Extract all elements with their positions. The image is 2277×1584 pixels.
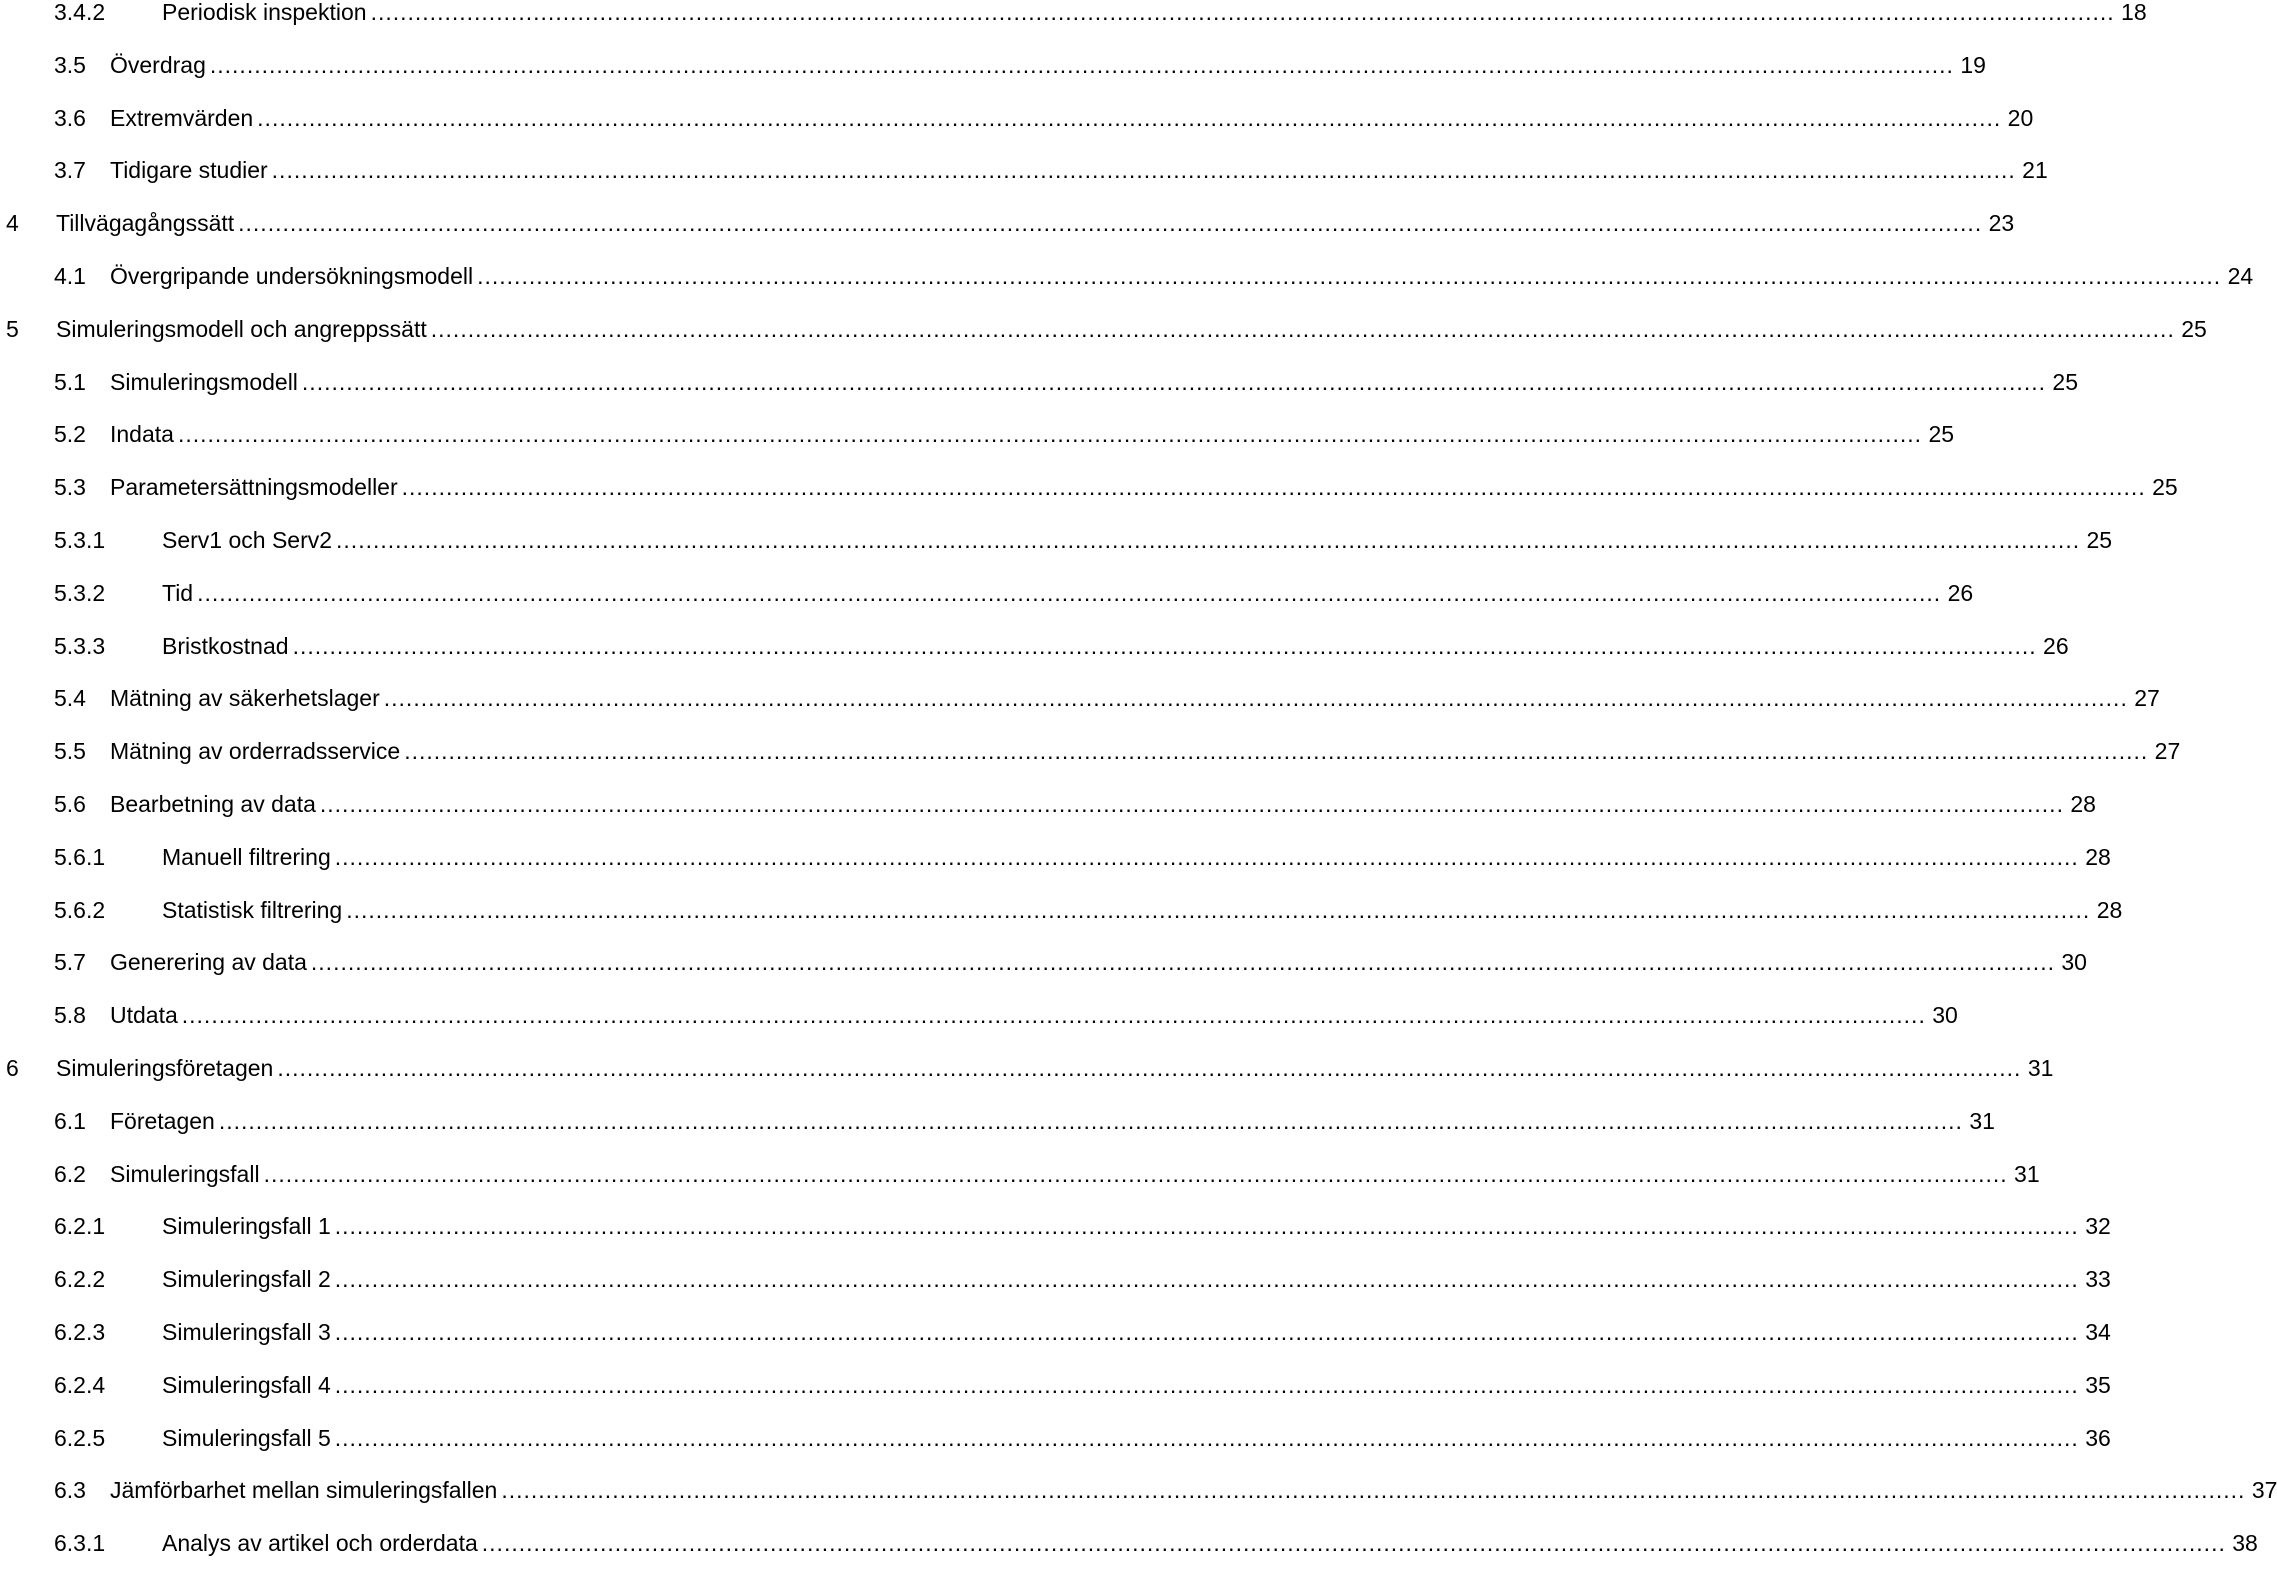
toc-entry-number: 5 bbox=[6, 315, 19, 342]
toc-dot-leader: ............................................................................................................................................................................................................................................ bbox=[218, 1107, 1963, 1134]
toc-dot-leader: ............................................................................................................................................................................................................................................ bbox=[334, 843, 2079, 870]
toc-dot-leader: ............................................................................................................................................................................................................................................ bbox=[209, 51, 1954, 78]
toc-entry[interactable] bbox=[0, 786, 2096, 822]
toc-entry-title: Serv1 och Serv2 bbox=[162, 527, 333, 553]
toc-entry-page-number: 23 bbox=[1988, 210, 2015, 237]
toc-entry-page-number: 28 bbox=[2085, 843, 2111, 870]
toc-entry-title: Företagen bbox=[110, 1107, 215, 1134]
toc-entry-page-number: 32 bbox=[2085, 1213, 2111, 1240]
toc-entry[interactable] bbox=[0, 1367, 2111, 1403]
toc-entry-number: 5.3.1 bbox=[54, 527, 106, 553]
toc-entry-page-number: 28 bbox=[2070, 791, 2096, 817]
toc-entry-title: Mätning av orderradsservice bbox=[110, 738, 401, 765]
toc-entry[interactable] bbox=[0, 416, 1955, 452]
toc-entry-title: Tid bbox=[162, 579, 194, 606]
toc-entry[interactable] bbox=[0, 522, 2113, 558]
toc-entry[interactable] bbox=[0, 1156, 2040, 1192]
toc-entry-title: Mätning av säkerhetslager bbox=[110, 685, 380, 712]
toc-entry[interactable] bbox=[0, 997, 1958, 1033]
toc-entry-title: Bristkostnad bbox=[162, 632, 289, 659]
toc-dot-leader: ............................................................................................................................................................................................................................................ bbox=[257, 104, 2002, 131]
toc-entry-number: 3.6 bbox=[54, 104, 86, 131]
toc-entry[interactable] bbox=[0, 1472, 2277, 1508]
toc-entry-page-number: 25 bbox=[2152, 474, 2178, 501]
toc-entry[interactable] bbox=[0, 680, 2160, 716]
toc-dot-leader: ............................................................................................................................................................................................................................................ bbox=[334, 1424, 2079, 1451]
toc-dot-leader: ............................................................................................................................................................................................................................................ bbox=[197, 579, 1942, 606]
toc-entry-number: 6.2.5 bbox=[54, 1424, 106, 1451]
toc-entry[interactable] bbox=[0, 892, 2123, 928]
toc-entry-number: 6.2.1 bbox=[54, 1213, 106, 1240]
toc-entry-page-number: 30 bbox=[1932, 1002, 1958, 1029]
toc-entry-page-number: 21 bbox=[2022, 157, 2048, 184]
toc-entry-number: 6 bbox=[6, 1055, 19, 1081]
toc-entry-number: 4 bbox=[6, 210, 19, 237]
toc-dot-leader: ............................................................................................................................................................................................................................................ bbox=[477, 263, 2222, 289]
toc-entry[interactable] bbox=[0, 733, 2181, 769]
toc-dot-leader: ............................................................................................................................................................................................................................................ bbox=[401, 474, 2146, 501]
toc-entry-page-number: 26 bbox=[2043, 632, 2069, 659]
toc-entry-page-number: 26 bbox=[1947, 579, 1974, 606]
toc-entry-number: 6.2.2 bbox=[54, 1266, 106, 1293]
toc-entry[interactable] bbox=[0, 0, 2147, 30]
toc-dot-leader: ............................................................................................................................................................................................................................................ bbox=[177, 421, 1923, 448]
toc-dot-leader: ............................................................................................................................................................................................................................................ bbox=[346, 896, 2091, 923]
toc-entry-page-number: 31 bbox=[2027, 1055, 2054, 1081]
toc-entry[interactable] bbox=[0, 152, 2048, 188]
toc-dot-leader: ............................................................................................................................................................................................................................................ bbox=[181, 1002, 1926, 1029]
toc-entry-title: Parametersättningsmodeller bbox=[110, 474, 398, 501]
toc-entry-page-number: 18 bbox=[2121, 0, 2147, 25]
toc-entry[interactable] bbox=[0, 1314, 2111, 1350]
toc-entry-title: Simuleringsmodell bbox=[110, 368, 298, 395]
toc-entry-number: 5.8 bbox=[54, 1002, 86, 1029]
toc-dot-leader: ............................................................................................................................................................................................................................................ bbox=[263, 1160, 2008, 1187]
toc-dot-leader: ............................................................................................................................................................................................................................................ bbox=[238, 210, 1983, 237]
toc-entry-number: 5.1 bbox=[54, 368, 86, 395]
toc-entry-number: 5.4 bbox=[54, 685, 86, 712]
toc-dot-leader: ............................................................................................................................................................................................................................................ bbox=[277, 1055, 2022, 1081]
toc-dot-leader: ............................................................................................................................................................................................................................................ bbox=[383, 685, 2128, 712]
toc-entry-title: Jämförbarhet mellan simuleringsfallen bbox=[110, 1477, 498, 1504]
toc-entry-number: 5.5 bbox=[54, 738, 86, 765]
toc-dot-leader: ............................................................................................................................................................................................................................................ bbox=[271, 157, 2016, 184]
toc-entry[interactable] bbox=[0, 1525, 2258, 1561]
toc-entry-page-number: 33 bbox=[2085, 1266, 2111, 1293]
toc-entry[interactable] bbox=[0, 364, 2078, 400]
toc-entry-title: Periodisk inspektion bbox=[162, 0, 367, 25]
toc-entry[interactable] bbox=[0, 1050, 2054, 1086]
toc-dot-leader: ............................................................................................................................................................................................................................................ bbox=[334, 1319, 2079, 1345]
toc-entry[interactable] bbox=[0, 1208, 2111, 1244]
toc-entry-number: 3.7 bbox=[54, 157, 86, 184]
toc-entry-number: 6.1 bbox=[54, 1107, 86, 1134]
toc-entry-title: Överdrag bbox=[110, 51, 206, 78]
toc-dot-leader: ............................................................................................................................................................................................................................................ bbox=[481, 1530, 2226, 1557]
toc-entry-title: Simuleringsfall 2 bbox=[162, 1266, 331, 1293]
toc-dot-leader: ............................................................................................................................................................................................................................................ bbox=[430, 315, 2175, 342]
toc-entry-number: 3.4.2 bbox=[54, 0, 106, 25]
toc-entry[interactable] bbox=[0, 469, 2178, 505]
toc-entry-number: 5.7 bbox=[54, 949, 86, 976]
toc-entry-number: 5.6 bbox=[54, 791, 86, 817]
toc-entry-title: Extremvärden bbox=[110, 104, 254, 131]
toc-entry[interactable] bbox=[0, 47, 1986, 83]
toc-entry-number: 5.3.3 bbox=[54, 632, 106, 659]
toc-entry-page-number: 24 bbox=[2227, 263, 2254, 289]
toc-entry-title: Statistisk filtrering bbox=[162, 896, 343, 923]
toc-entry-page-number: 20 bbox=[2007, 104, 2034, 131]
toc-entry[interactable] bbox=[0, 628, 2069, 664]
toc-entry-title: Tillvägagångssätt bbox=[56, 210, 235, 237]
toc-entry-title: Utdata bbox=[110, 1002, 178, 1029]
toc-entry-page-number: 31 bbox=[2014, 1160, 2040, 1187]
toc-entry-page-number: 25 bbox=[2052, 368, 2078, 395]
toc-entry-number: 5.6.2 bbox=[54, 896, 106, 923]
toc-entry-number: 5.6.1 bbox=[54, 843, 106, 870]
toc-entry[interactable] bbox=[0, 1103, 1995, 1139]
toc-entry-page-number: 19 bbox=[1960, 51, 1986, 78]
toc-entry-title: Simuleringsfall 1 bbox=[162, 1213, 331, 1240]
toc-entry-number: 6.2 bbox=[54, 1160, 86, 1187]
toc-entry[interactable] bbox=[0, 575, 1974, 611]
toc-entry[interactable] bbox=[0, 1261, 2111, 1297]
toc-entry-title: Simuleringsmodell och angreppssätt bbox=[56, 315, 427, 342]
toc-entry[interactable] bbox=[0, 100, 2034, 136]
toc-entry-number: 5.3 bbox=[54, 474, 86, 501]
toc-entry-title: Bearbetning av data bbox=[110, 791, 316, 817]
toc-dot-leader: ............................................................................................................................................................................................................................................ bbox=[301, 368, 2046, 395]
toc-entry[interactable] bbox=[0, 311, 2207, 347]
toc-entry-title: Generering av data bbox=[110, 949, 307, 976]
toc-entry-page-number: 37 bbox=[2251, 1477, 2277, 1504]
toc-entry-page-number: 30 bbox=[2061, 949, 2087, 976]
toc-dot-leader: ............................................................................................................................................................................................................................................ bbox=[336, 527, 2081, 553]
toc-dot-leader: ............................................................................................................................................................................................................................................ bbox=[310, 949, 2055, 976]
toc-entry[interactable] bbox=[0, 258, 2254, 294]
toc-entry[interactable] bbox=[0, 1420, 2111, 1456]
toc-entry-number: 5.3.2 bbox=[54, 579, 106, 606]
toc-entry-title: Simuleringsfall 5 bbox=[162, 1424, 331, 1451]
toc-entry-number: 5.2 bbox=[54, 421, 86, 448]
toc-entry-page-number: 27 bbox=[2154, 738, 2181, 765]
toc-entry-page-number: 31 bbox=[1969, 1107, 1995, 1134]
toc-entry-number: 6.2.4 bbox=[54, 1371, 106, 1398]
toc-entry-page-number: 28 bbox=[2096, 896, 2123, 923]
toc-entry-title: Manuell filtrering bbox=[162, 843, 331, 870]
toc-dot-leader: ............................................................................................................................................................................................................................................ bbox=[319, 791, 2064, 817]
toc-entry-title: Simuleringsföretagen bbox=[56, 1055, 274, 1081]
toc-entry-number: 4.1 bbox=[54, 263, 86, 289]
toc-entry-page-number: 34 bbox=[2085, 1319, 2111, 1345]
toc-entry-title: Simuleringsfall bbox=[110, 1160, 260, 1187]
toc-dot-leader: ............................................................................................................................................................................................................................................ bbox=[334, 1371, 2079, 1398]
toc-entry-page-number: 25 bbox=[1928, 421, 1955, 448]
toc-dot-leader: ............................................................................................................................................................................................................................................ bbox=[404, 738, 2149, 765]
toc-entry-page-number: 25 bbox=[2181, 315, 2207, 342]
toc-dot-leader: ............................................................................................................................................................................................................................................ bbox=[292, 632, 2037, 659]
toc-entry-title: Indata bbox=[110, 421, 174, 448]
toc-entry[interactable] bbox=[0, 944, 2087, 980]
toc-entry-number: 6.2.3 bbox=[54, 1319, 106, 1345]
toc-entry-page-number: 27 bbox=[2134, 685, 2160, 712]
toc-dot-leader: ............................................................................................................................................................................................................................................ bbox=[501, 1477, 2246, 1504]
toc-dot-leader: ............................................................................................................................................................................................................................................ bbox=[334, 1213, 2079, 1240]
toc-entry-number: 3.5 bbox=[54, 51, 86, 78]
toc-entry-page-number: 25 bbox=[2086, 527, 2113, 553]
toc-entry[interactable] bbox=[0, 839, 2111, 875]
toc-entry-title: Analys av artikel och orderdata bbox=[162, 1530, 478, 1557]
toc-entry-title: Simuleringsfall 3 bbox=[162, 1319, 331, 1345]
toc-entry-page-number: 36 bbox=[2085, 1424, 2111, 1451]
toc-dot-leader: ............................................................................................................................................................................................................................................ bbox=[370, 0, 2115, 25]
toc-entry-page-number: 35 bbox=[2085, 1371, 2111, 1398]
toc-entry-number: 6.3 bbox=[54, 1477, 86, 1504]
toc-entry-number: 6.3.1 bbox=[54, 1530, 106, 1557]
toc-entry-title: Tidigare studier bbox=[110, 157, 268, 184]
toc-entry-title: Simuleringsfall 4 bbox=[162, 1371, 331, 1398]
toc-dot-leader: ............................................................................................................................................................................................................................................ bbox=[334, 1266, 2079, 1293]
toc-entry[interactable] bbox=[0, 205, 2015, 241]
toc-entry-title: Övergripande undersökningsmodell bbox=[110, 263, 474, 289]
toc-entry-page-number: 38 bbox=[2232, 1530, 2258, 1557]
